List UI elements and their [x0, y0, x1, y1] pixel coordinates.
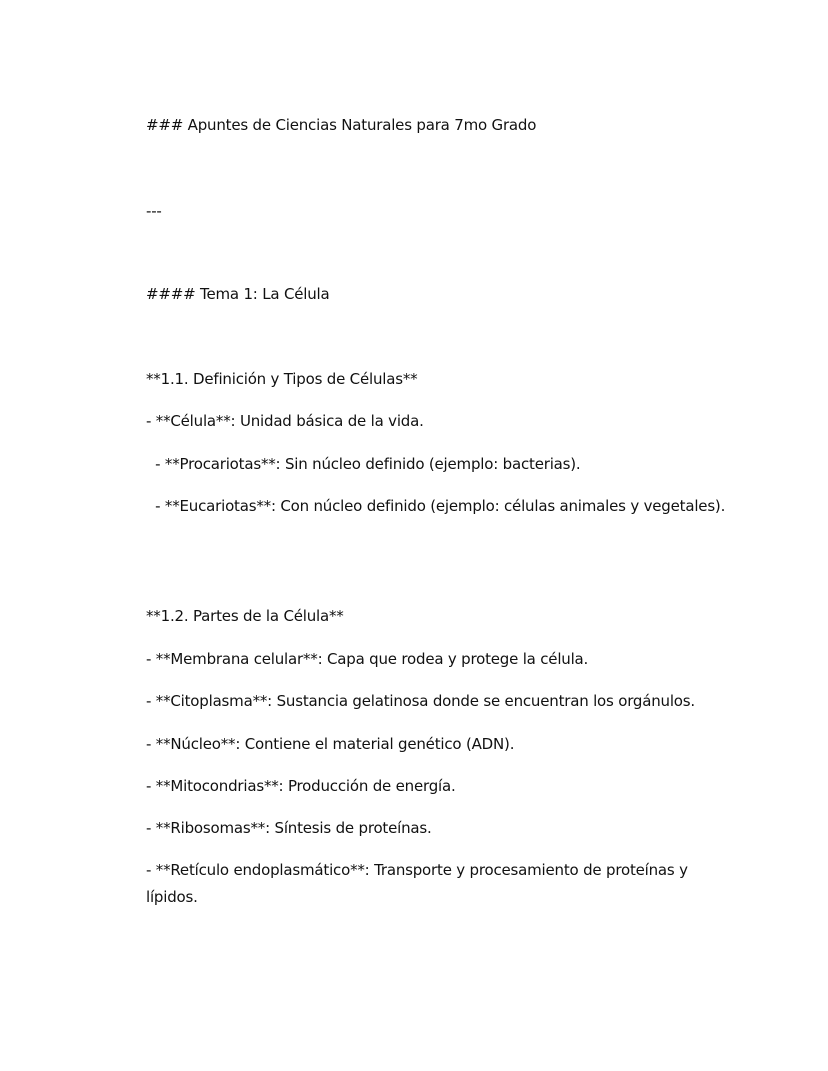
- list-item: - **Procariotas**: Sin núcleo definido (ejemplo: bacterias).: [146, 455, 581, 473]
- list-item: - **Retículo endoplasmático**: Transporte y procesamiento de proteínas y lípidos.: [146, 861, 688, 906]
- list-item: - **Membrana celular**: Capa que rodea y protege la célula.: [146, 650, 589, 668]
- section-heading-2: **1.2. Partes de la Célula**: [146, 607, 344, 625]
- list-item: - **Célula**: Unidad básica de la vida.: [146, 412, 424, 430]
- list-item: - **Núcleo**: Contiene el material genético (ADN).: [146, 735, 515, 753]
- topic-heading: #### Tema 1: La Célula: [146, 285, 330, 303]
- separator: ---: [146, 202, 162, 220]
- list-item: - **Ribosomas**: Síntesis de proteínas.: [146, 819, 432, 837]
- list-item: - **Citoplasma**: Sustancia gelatinosa donde se encuentran los orgánulos.: [146, 692, 695, 710]
- list-item: - **Eucariotas**: Con núcleo definido (ejemplo: células animales y vegetales).: [146, 497, 726, 515]
- section-heading-1: **1.1. Definición y Tipos de Células**: [146, 370, 418, 388]
- list-item: - **Mitocondrias**: Producción de energía.: [146, 777, 456, 795]
- document-title: ### Apuntes de Ciencias Naturales para 7mo Grado: [146, 116, 537, 134]
